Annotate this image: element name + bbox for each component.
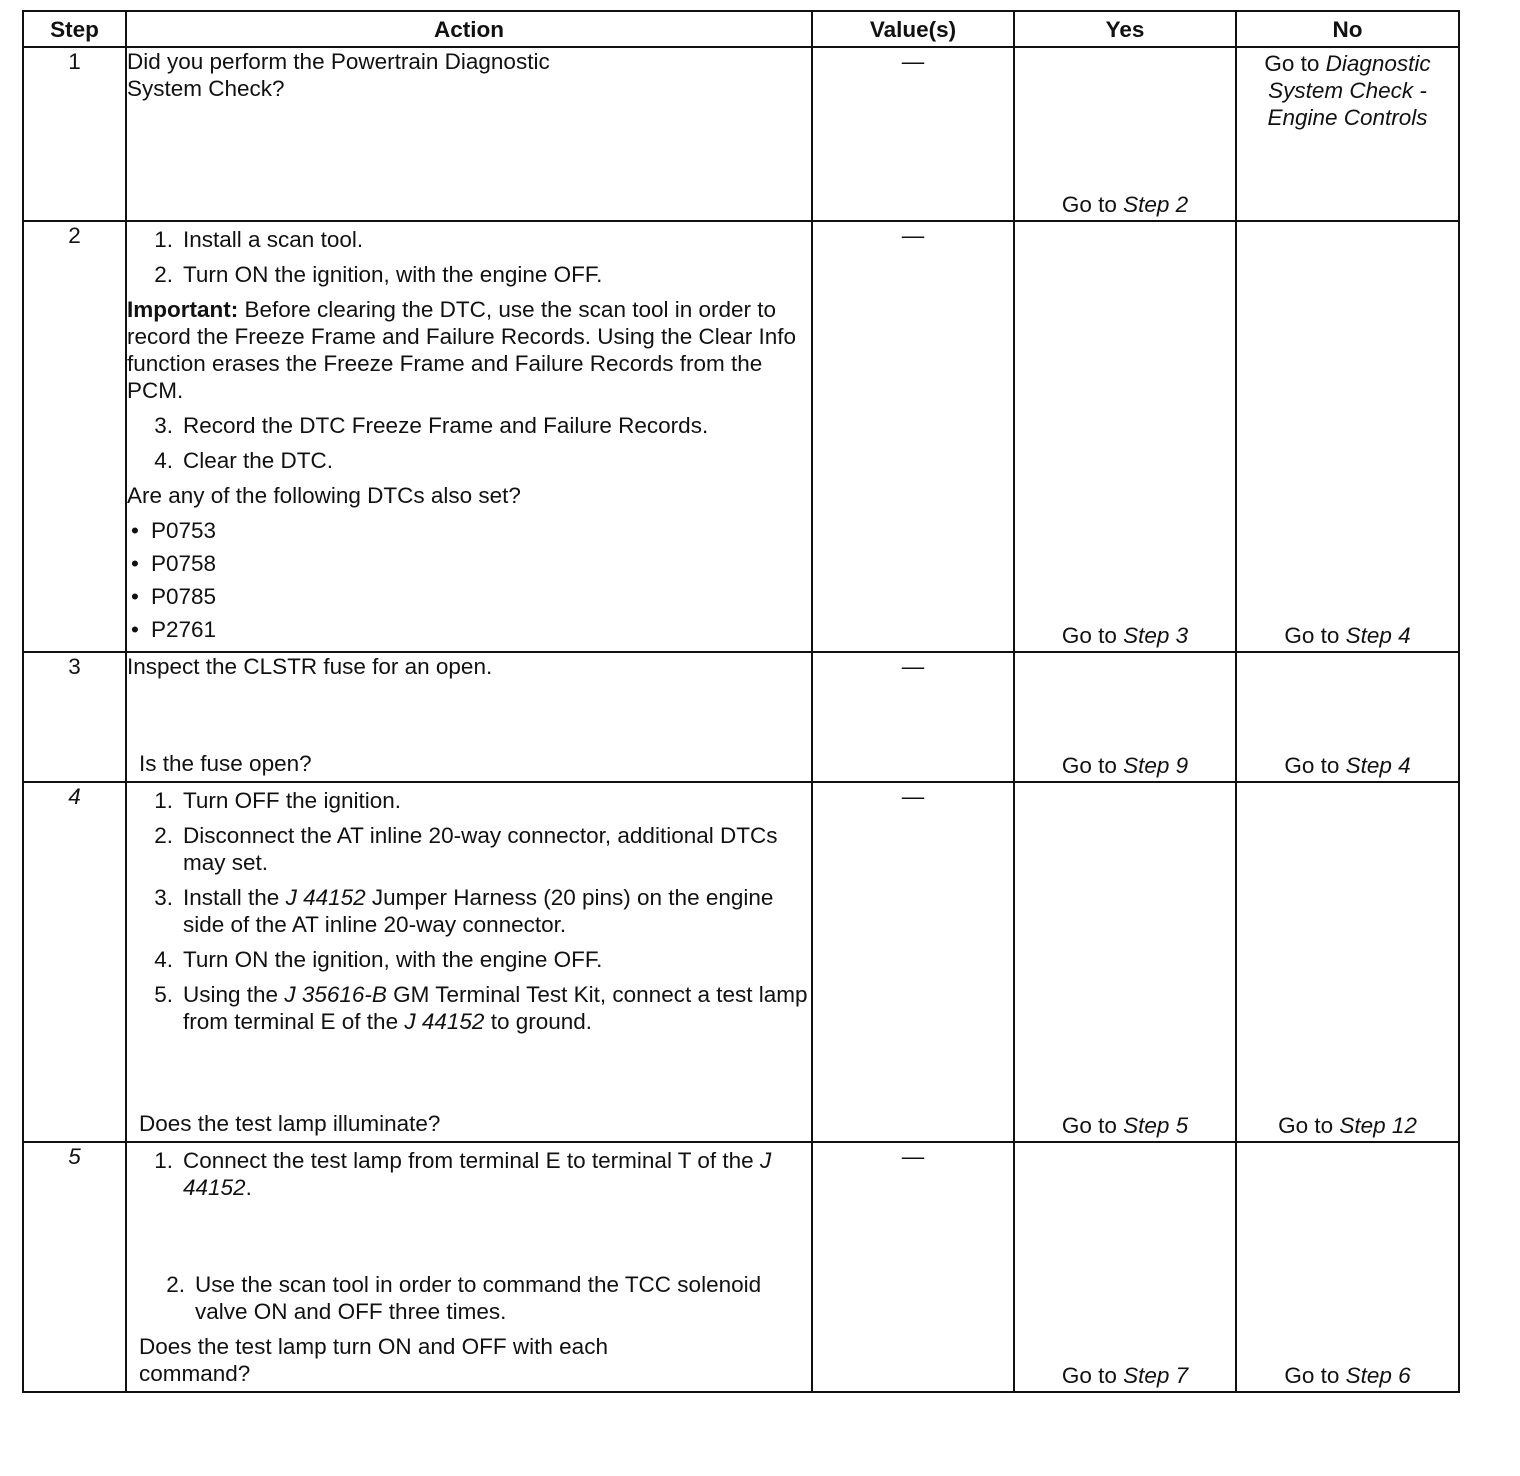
action-cell <box>126 652 812 782</box>
value-dash: — <box>901 654 925 679</box>
procedure-list <box>127 412 811 474</box>
procedure-list <box>127 226 811 288</box>
yes-step-ref: Step 2 <box>1123 192 1189 217</box>
value-cell <box>812 221 1014 652</box>
value-dash: — <box>901 49 925 74</box>
dtc-item: • P0753 <box>127 517 811 544</box>
important-text: Before clearing the DTC, use the scan tool in order to record the Freeze Frame and Failure Records. Using the Clear Info function erases the Freeze Frame and Failure Records from the PCM. <box>127 297 797 403</box>
procedure-list <box>127 787 811 1035</box>
step-number: 1 <box>23 47 126 221</box>
step-number: 3 <box>23 652 126 782</box>
table-row-step-4 <box>23 782 1459 1142</box>
tool-ref: J 44152 <box>404 1009 485 1034</box>
dtc-item: • P2761 <box>127 616 811 643</box>
header-values: Value(s) <box>812 11 1014 47</box>
list-item: 5. Using the J 35616-B GM Terminal Test Kit, connect a test lamp from terminal E of the J 44152 to ground. <box>154 982 808 1034</box>
yes-step-ref: Step 9 <box>1123 753 1189 778</box>
step-number: 4 <box>23 782 126 1142</box>
yes-step-ref: Step 7 <box>1123 1363 1189 1388</box>
yes-cell <box>1014 47 1236 221</box>
list-item: 1. Turn OFF the ignition. <box>154 788 402 813</box>
list-item: 1. Connect the test lamp from terminal E to terminal T of the J 44152. <box>154 1148 772 1200</box>
header-action: Action <box>126 11 812 47</box>
dtc-item: • P0785 <box>127 583 811 610</box>
header-step: Step <box>23 11 126 47</box>
yes-goto: Go to Step 5 <box>1061 1113 1189 1138</box>
action-cell <box>126 1142 812 1392</box>
question-text: Is the fuse open? <box>139 751 312 776</box>
action-cell <box>126 47 812 221</box>
important-label: Important: <box>127 297 239 322</box>
table-row-step-5 <box>23 1142 1459 1392</box>
no-cell <box>1236 652 1459 782</box>
value-cell <box>812 782 1014 1142</box>
tool-ref: J 44152 <box>183 1148 772 1200</box>
question-text: Are any of the following DTCs also set? <box>127 483 521 508</box>
no-step-ref: Diagnostic System Check - Engine Controls <box>1267 51 1431 130</box>
no-cell <box>1236 47 1459 221</box>
yes-goto: Go to Step 7 <box>1061 1363 1189 1388</box>
question-text: Does the test lamp turn ON and OFF with each command? <box>139 1334 608 1386</box>
no-step-ref: Step 4 <box>1345 623 1411 648</box>
no-cell <box>1236 221 1459 652</box>
table-row-step-3 <box>23 652 1459 782</box>
no-step-ref: Step 4 <box>1345 753 1411 778</box>
no-goto: Go to Diagnostic System Check - Engine Controls <box>1264 51 1431 130</box>
yes-step-ref: Step 3 <box>1123 623 1189 648</box>
yes-goto: Go to Step 2 <box>1061 192 1189 217</box>
value-cell <box>812 47 1014 221</box>
yes-cell <box>1014 782 1236 1142</box>
list-item: 2. Turn ON the ignition, with the engine OFF. <box>154 262 603 287</box>
tool-ref: J 44152 <box>285 885 366 910</box>
diagnostic-table <box>22 10 1460 1393</box>
action-cell <box>126 221 812 652</box>
procedure-list <box>127 1147 811 1201</box>
yes-goto: Go to Step 3 <box>1061 623 1189 648</box>
step-number: 2 <box>23 221 126 652</box>
procedure-list <box>139 1271 805 1325</box>
value-cell <box>812 652 1014 782</box>
list-item: 1. Install a scan tool. <box>154 227 364 252</box>
value-dash: — <box>901 1144 925 1169</box>
value-cell <box>812 1142 1014 1392</box>
header-row <box>23 11 1459 47</box>
value-dash: — <box>901 784 925 809</box>
list-item: 2. Use the scan tool in order to command the TCC solenoid valve ON and OFF three times. <box>166 1272 762 1324</box>
yes-cell <box>1014 221 1236 652</box>
list-item: 3. Record the DTC Freeze Frame and Failure Records. <box>154 413 709 438</box>
question-text: Did you perform the Powertrain Diagnostic System Check? <box>127 49 550 101</box>
step-number: 5 <box>23 1142 126 1392</box>
yes-step-ref: Step 5 <box>1123 1113 1189 1138</box>
dtc-item: • P0758 <box>127 550 811 577</box>
action-cell <box>126 782 812 1142</box>
header-yes: Yes <box>1014 11 1236 47</box>
no-goto: Go to Step 12 <box>1278 1113 1417 1138</box>
action-text: Inspect the CLSTR fuse for an open. <box>127 654 493 679</box>
value-dash: — <box>901 223 925 248</box>
no-step-ref: Step 6 <box>1345 1363 1411 1388</box>
no-cell <box>1236 1142 1459 1392</box>
list-item: 3. Install the J 44152 Jumper Harness (20 pins) on the engine side of the AT inline 20-way connector. <box>154 885 774 937</box>
no-goto: Go to Step 4 <box>1284 753 1411 778</box>
yes-cell <box>1014 652 1236 782</box>
no-goto: Go to Step 6 <box>1284 1363 1411 1388</box>
yes-goto: Go to Step 9 <box>1061 753 1189 778</box>
table-row-step-1 <box>23 47 1459 221</box>
list-item: 2. Disconnect the AT inline 20-way connector, additional DTCs may set. <box>154 823 778 875</box>
question-text: Does the test lamp illuminate? <box>139 1111 441 1136</box>
important-note <box>127 296 811 404</box>
no-goto: Go to Step 4 <box>1284 623 1411 648</box>
table-row-step-2 <box>23 221 1459 652</box>
list-item: 4. Turn ON the ignition, with the engine OFF. <box>154 947 603 972</box>
no-step-ref: Step 12 <box>1339 1113 1417 1138</box>
dtc-list <box>127 517 811 643</box>
header-no: No <box>1236 11 1459 47</box>
list-item: 4. Clear the DTC. <box>154 448 334 473</box>
yes-cell <box>1014 1142 1236 1392</box>
no-cell <box>1236 782 1459 1142</box>
tool-ref: J 35616-B <box>284 982 387 1007</box>
